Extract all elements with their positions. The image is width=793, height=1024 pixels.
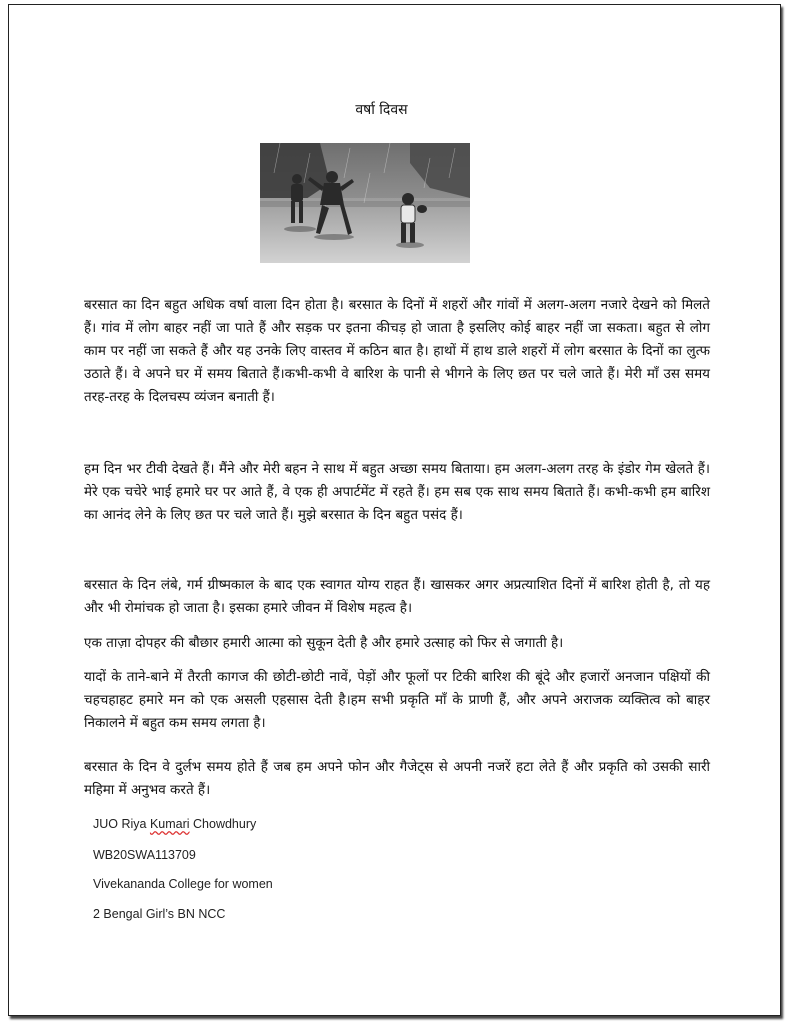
paragraph-4: एक ताज़ा दोपहर की बौछार हमारी आत्मा को सुकून देती है और हमारे उत्साह को फिर से जगाती है। [84, 635, 564, 651]
signature-id: WB20SWA113709 [93, 848, 196, 862]
paragraph-6: बरसात के दिन वे दुर्लभ समय होते हैं जब हम अपने फोन और गैजेट्स से अपनी नजरें हटा लेते हैं और प्रकृति को उसकी सारी महिमा में अनुभव करते हैं। [84, 759, 710, 798]
signature-college: Vivekananda College for women [93, 877, 273, 891]
signature-unit: 2 Bengal Girl’s BN NCC [93, 907, 226, 921]
document-title: वर्षा दिवस [355, 102, 408, 118]
paragraph-5: यादों के ताने-बाने में तैरती कागज की छोटी-छोटी नावें, पेड़ों और फूलों पर टिकी बारिश की बूंदे और हजारों अनजान पक्षियों की चहचहाहट हमारे मन को एक असली एहसास देती है।हम सभी प्रकृति माँ के प्राणी हैं, और अपने अराजक व्यक्तित्व को बाहर निकालने में बहुत कम समय लगता है। [84, 669, 710, 731]
rain-photo [260, 143, 470, 263]
signature-name: JUO Riya Kumari Chowdhury [93, 817, 257, 831]
paragraph-1: बरसात का दिन बहुत अधिक वर्षा वाला दिन होता है। बरसात के दिनों में शहरों और गांवों में अलग-अलग नजारे देखने को मिलते हैं। गांव में लोग बाहर नहीं जा पाते हैं और सड़क पर इतना कीचड़ हो जाता है इसलिए कोई बाहर नहीं जा सकता। बहुत से लोग काम पर नहीं जा सकते हैं और यह उनके लिए वास्तव में कठिन बात है। हाथों में हाथ डाले शहरों में लोग बरसात के दिनों का लुत्फ उठाते हैं। वे अपने घर में समय बिताते हैं।कभी-कभी वे बारिश के पानी से भीगने के लिए छत पर चले जाते हैं। मेरी माँ उस समय तरह-तरह के दिलचस्प व्यंजन बनाती हैं। [84, 297, 710, 405]
paragraph-2: हम दिन भर टीवी देखते हैं। मैंने और मेरी बहन ने साथ में बहुत अच्छा समय बिताया। हम अलग-अलग तरह के इंडोर गेम खेलते हैं। मेरे एक चचेरे भाई हमारे घर पर आते हैं, वे एक ही अपार्टमेंट में रहते हैं। हम सब एक साथ समय बिताते हैं। कभी-कभी हम बारिश का आनंद लेने के लिए छत पर चले जाते हैं। मुझे बरसात के दिन बहुत पसंद हैं। [84, 461, 710, 523]
paragraph-3: बरसात के दिन लंबे, गर्म ग्रीष्मकाल के बाद एक स्वागत योग्य राहत हैं। खासकर अगर अप्रत्याशित दिनों में बारिश होती है, तो यह और भी रोमांचक हो जाता है। इसका हमारे जीवन में विशेष महत्व है। [84, 577, 710, 616]
